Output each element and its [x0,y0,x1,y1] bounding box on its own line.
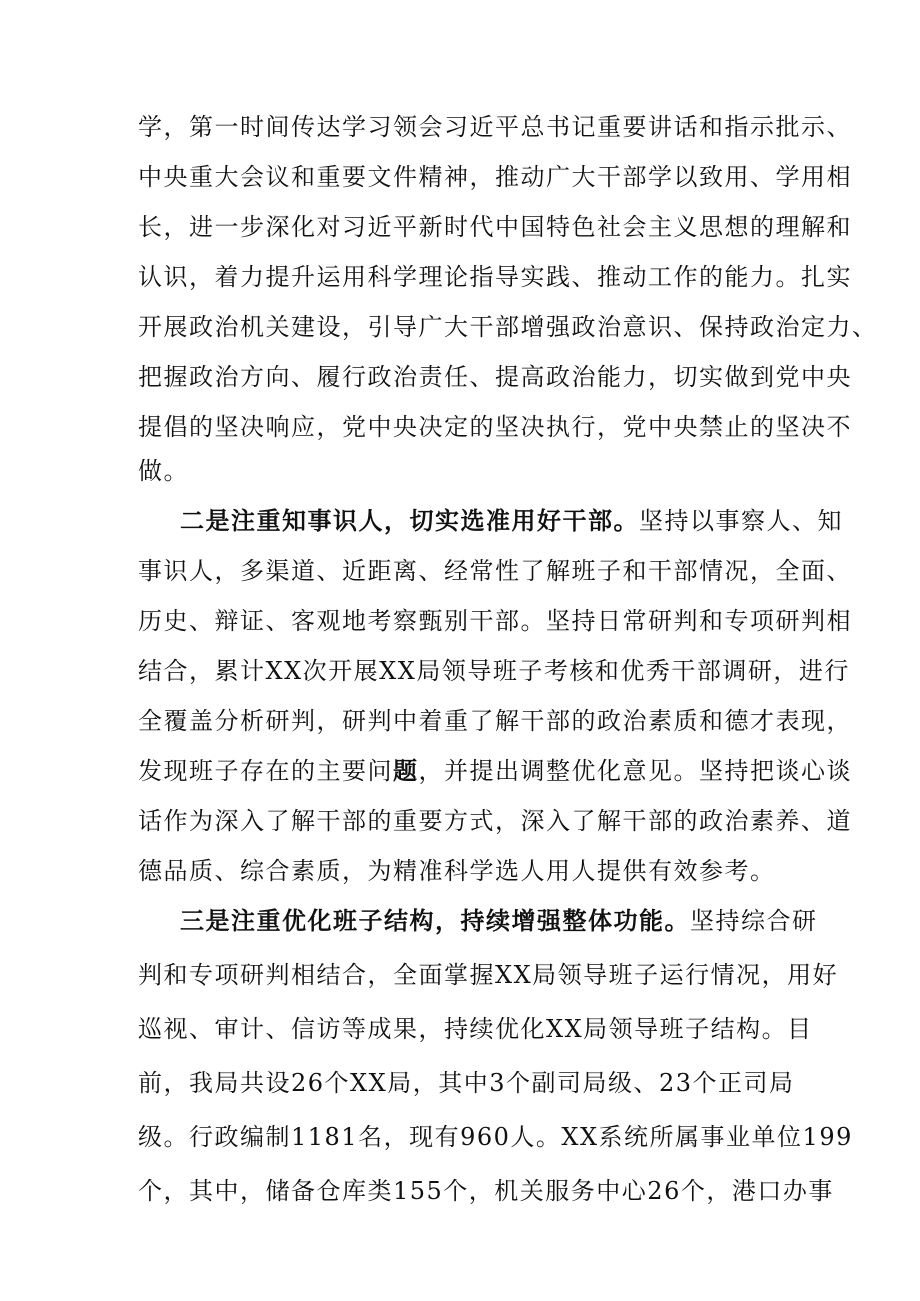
text-line: 判和专项研判相结合，全面掌握XX局领导班子运行情况，用好 [138,961,839,989]
bold-character: 题 [393,756,419,785]
text-line: 历史、辩证、客观地考察甄别干部。坚持日常研判和专项研判相 [138,607,852,635]
paragraph-2-heading: 二是注重知事识人，切实选准用好干部。 [180,506,639,535]
text-line: 认识，着力提升运用科学理论指导实践、推动工作的能力。扎实 [138,263,852,291]
text-line: 事识人，多渠道、近距离、经常性了解班子和干部情况，全面、 [138,557,852,585]
text-line: 话作为深入了解干部的重要方式，深入了解干部的政治素养、道 [138,807,852,835]
paragraph-2-first-line [180,506,843,536]
paragraph-2-first-rest: 坚持以事察人、知 [639,507,843,535]
text-segment: ，并提出调整优化意见。坚持把谈心谈 [418,757,852,785]
text-line: 把握政治方向、履行政治责任、提高政治能力，切实做到党中央 [138,363,852,391]
text-line: 前，我局共设26个XX局，其中3个副司局级、23个正司局 [138,1069,795,1097]
text-line: 全覆盖分析研判，研判中着重了解干部的政治素质和德才表现， [138,707,852,735]
text-line: 长，进一步深化对习近平新时代中国特色社会主义思想的理解和 [138,213,852,241]
paragraph-3-first-rest: 坚持综合研 [690,907,818,935]
text-line: 级。行政编制1181名，现有960人。XX系统所属事业单位199 [138,1123,853,1151]
text-line: 提倡的坚决响应，党中央决定的坚决执行，党中央禁止的坚决不 [138,413,852,441]
paragraph-3-heading: 三是注重优化班子结构，持续增强整体功能。 [180,906,690,935]
text-line: 巡视、审计、信访等成果，持续优化XX局领导班子结构。目 [138,1015,813,1043]
text-line: 个，其中，储备仓库类155个，机关服务中心26个，港口办事 [138,1177,834,1205]
text-line: 结合，累计XX次开展XX局领导班子考核和优秀干部调研，进行 [138,657,850,685]
text-line: 中央重大会议和重要文件精神，推动广大干部学以致用、学用相 [138,163,852,191]
paragraph-3-first-line [180,906,818,936]
text-line: 开展政治机关建设，引导广大干部增强政治意识、保持政治定力、 [138,313,878,341]
text-segment: 发现班子存在的主要问 [138,757,393,785]
text-line: 德品质、综合素质，为精准科学选人用人提供有效参考。 [138,857,776,885]
text-line: 学，第一时间传达学习领会习近平总书记重要讲话和指示批示、 [138,113,852,141]
text-line: 做。 [138,457,189,485]
text-line [138,756,852,786]
